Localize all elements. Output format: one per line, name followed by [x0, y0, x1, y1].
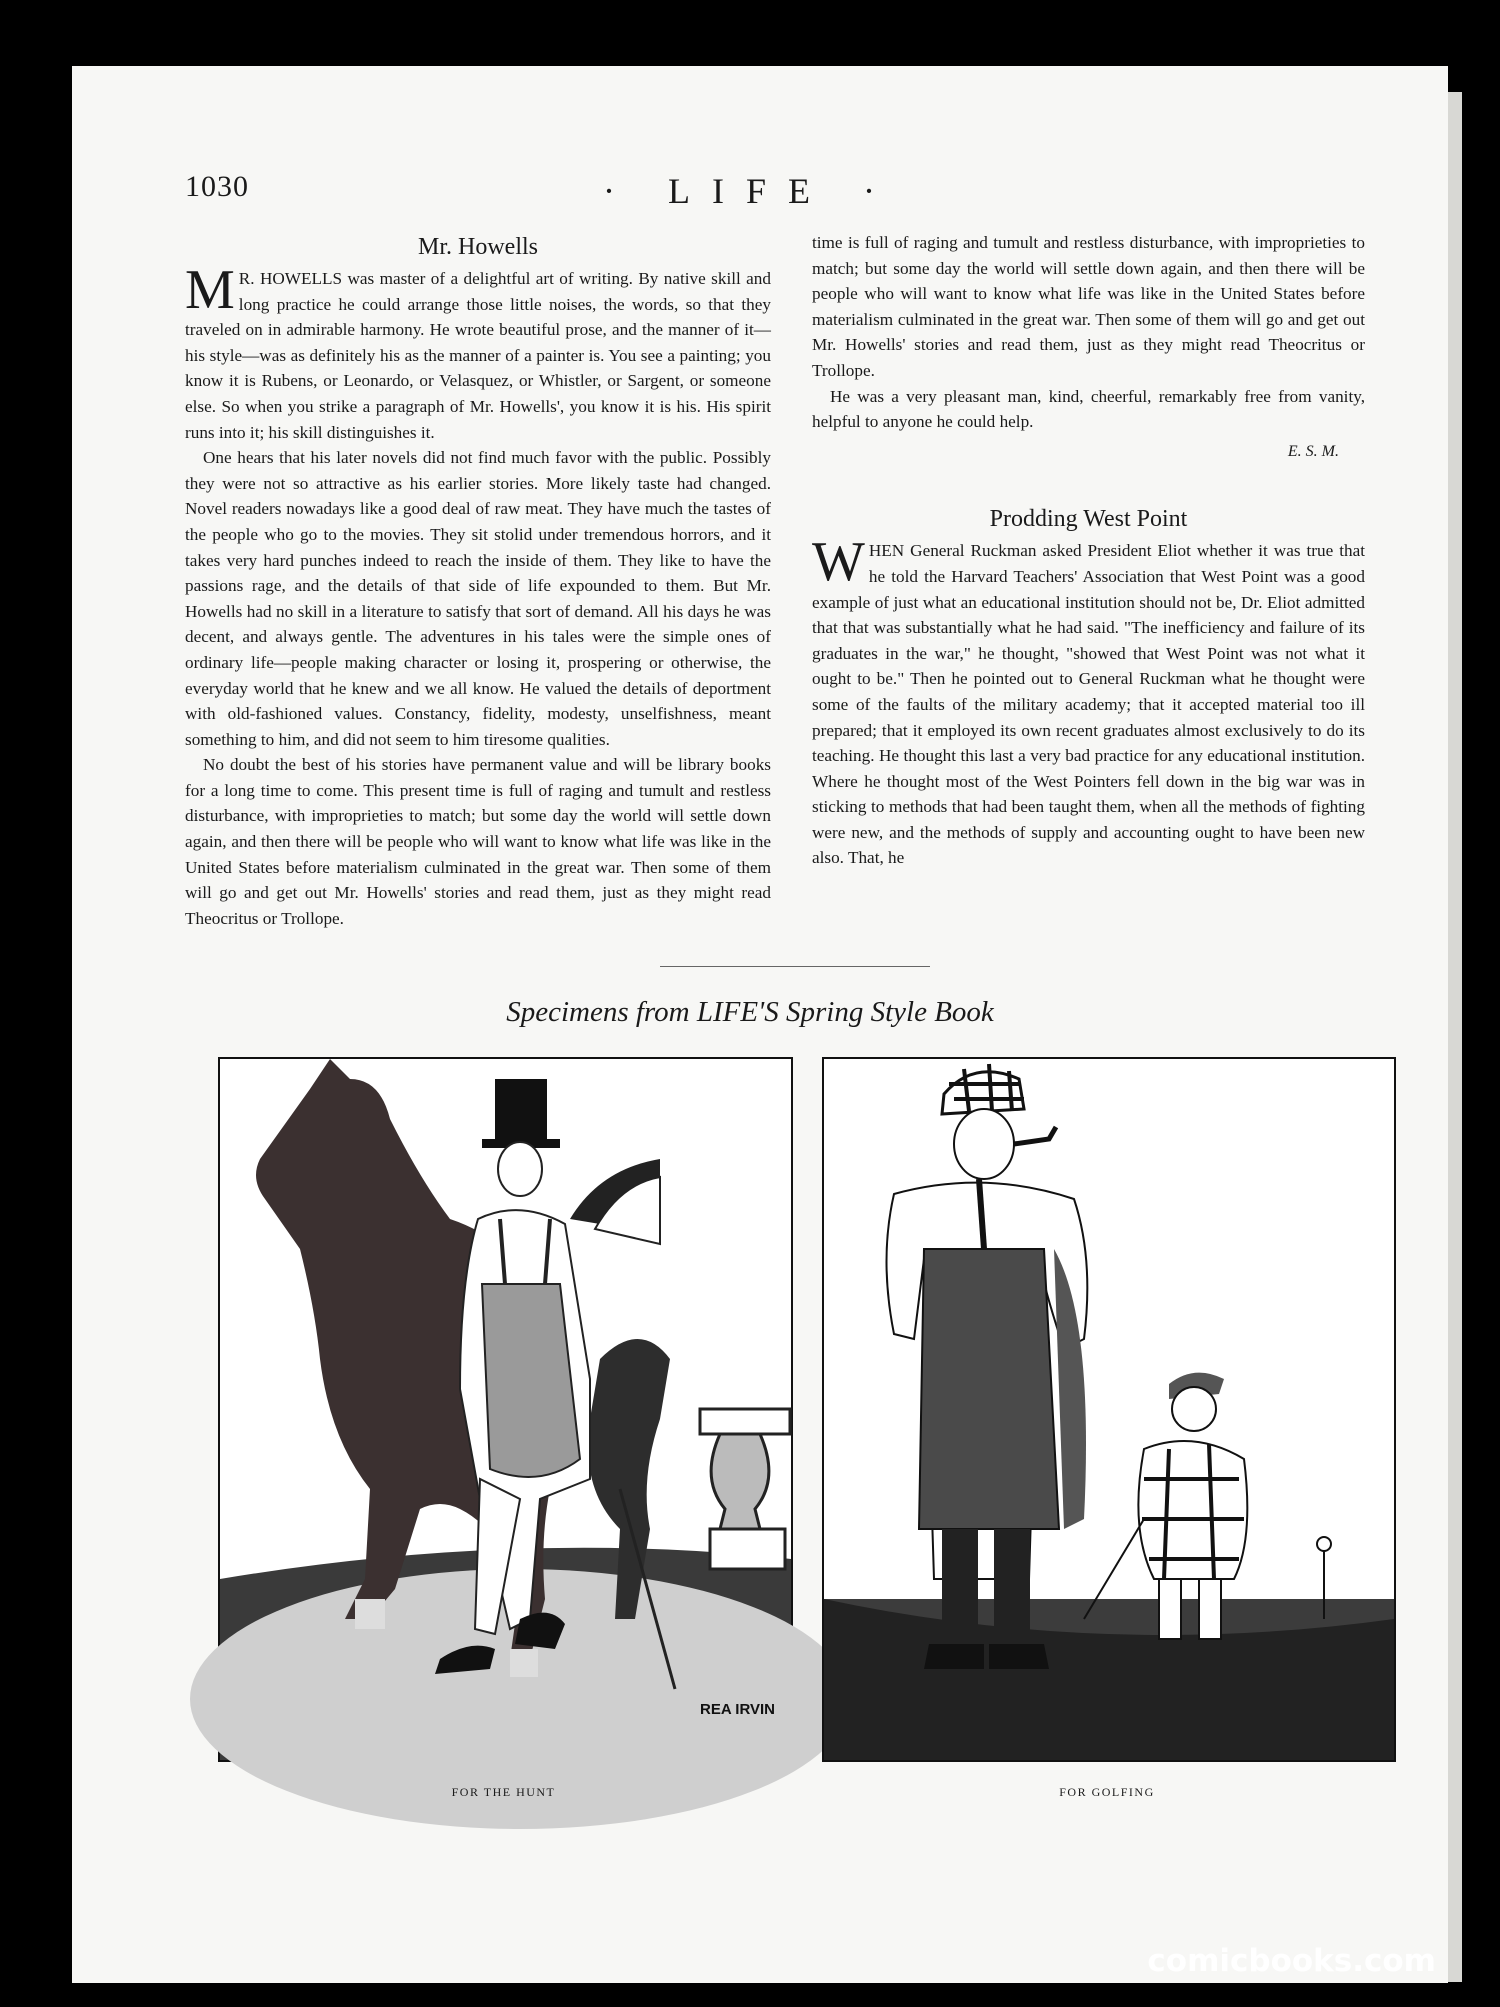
feature-title: Specimens from LIFE'S Spring Style Book [506, 996, 994, 1028]
caption-for-the-hunt: FOR THE HUNT [451, 1785, 556, 1799]
illustration-for-golfing [822, 1057, 1396, 1762]
article-westpoint-paragraph-1 [812, 531, 1365, 871]
drop-cap-m: M [185, 259, 235, 321]
section-divider [660, 966, 930, 967]
article-howells-signature: E. S. M. [1287, 442, 1339, 460]
watermark: comicbooks.com [1147, 1943, 1436, 1979]
article-howells-title: Mr. Howells [418, 234, 538, 260]
page-number: 1030 [185, 170, 249, 203]
article-howells-paragraph-4: He was a very pleasant man, kind, cheerful, remarkably free from vanity, helpful to anyone he could help. [812, 386, 1365, 432]
article-howells-paragraph-1-text: R. HOWELLS was master of a delightful art of writing. By native skill and long practice he could arrange those little noises, the words, so that they traveled on in admirable harmony. He wrote beautiful prose, and the manner of it—his style—was as definitely his as the manner of a painter is. You see a painting; you know it is Rubens, or Leonardo, or Velasquez, or Whistler, or Sargent, or someone else. So when you strike a paragraph of Mr. Howells', you know it is his. His spirit runs into it; his skill distinguishes it. [185, 269, 771, 442]
adjacent-page-edge [1448, 92, 1462, 1982]
drop-cap-w: W [812, 531, 865, 594]
article-howells-paragraph-2: One hears that his later novels did not find much favor with the public. Possibly they were not so attractive as his earlier stories. More likely taste had changed. Novel readers nowadays like a good deal of raw meat. They have much the tastes of the people who go to the movies. They sit stolid under tremendous horrors, and it takes very hard punches indeed to reach the inside of them. They like to have the passions rage, and the details of that side of life expounded to them. But Mr. Howells had no skill in a literature to satisfy that sort of demand. All his days he was decent, and always gentle. The adventures in his tales were the simple ones of ordinary life—people making character or losing it, prospering or otherwise, the everyday world that he knew and we all know. He valued the details of deportment with old-fashioned values. Constancy, fidelity, modesty, unselfishness, meant something to him, and did not seem to him tiresome qualities. [185, 448, 771, 749]
article-westpoint-paragraph-1-text: HEN General Ruckman asked President Eliot whether it was true that he told the Harvard Teachers' Association that West Point was a good example of just what an educational institution should not be, Dr. Eliot admitted that that was substantially what he had said. "The inefficiency and failure of its graduates in the war," he thought, "showed that West Point was not what it ought to be." Then he pointed out to General Ruckman what he thought were some of the faults of the military academy; that it accepted material too ill prepared; that it employed its own recent graduates almost exclusively to do its teaching. He thought this last a very bad practice for any educational institution. Where he thought most of the West Pointers fell down in the big war was in sticking to methods that had been taught them, when all the methods of fighting were new, and the methods of supply and accounting ought to have been new also. That, he [812, 541, 1365, 868]
article-howells-paragraph-3-continued: time is full of raging and tumult and restless disturbance, with improprieties to match; but some day the world will settle down again, and then there will be people who will want to know what life was like in the United States before materialism culminated in the great war. Then some of them will go and get out Mr. Howells' stories and read them, just as they might read Theocritus or Trollope. [812, 233, 1365, 380]
article-column-right [812, 230, 1365, 871]
article-howells-paragraph-3: No doubt the best of his stories have permanent value and will be library books for a long time to come. This present time is full of raging and tumult and restless disturbance, with improprieties to match; but some day the world will settle down again, and then there will be people who will want to know what life was like in the United States before materialism culminated in the great war. Then some of them will go and get out Mr. Howells' stories and read them, just as they might read Theocritus or Trollope. [185, 755, 771, 928]
illustration-for-the-hunt [218, 1057, 793, 1762]
hunt-cartoon-drawing [220, 1059, 791, 1760]
caption-for-golfing: FOR GOLFING [1059, 1785, 1155, 1799]
golfing-cartoon-drawing [824, 1059, 1394, 1760]
article-howells-paragraph-1 [185, 259, 771, 445]
article-westpoint-title: Prodding West Point [989, 506, 1188, 533]
magazine-title: · LIFE · [603, 171, 897, 211]
article-howells-column-left [185, 230, 771, 928]
artist-signature: REA IRVIN [700, 1701, 776, 1718]
